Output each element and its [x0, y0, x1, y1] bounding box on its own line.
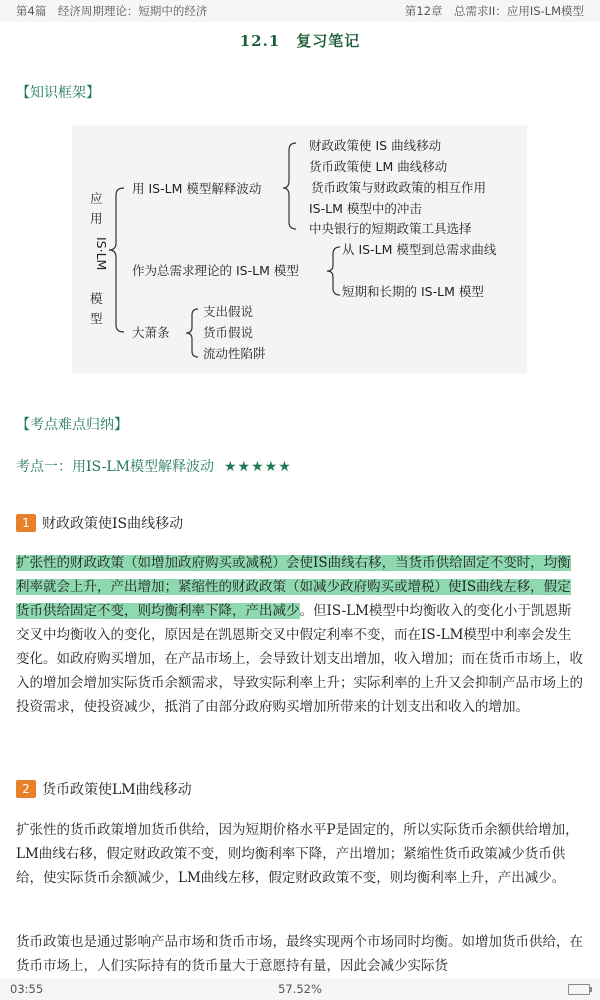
framework-tree — [72, 125, 527, 373]
paragraph-3: 货币政策也是通过影响产品市场和货币市场，最终实现两个市场同时均衡。如增加货币供给，在货币市场上，人们实际持有的货币量大于意愿持有量，因此会减少实际货 — [16, 934, 583, 974]
root-char: 模 — [90, 291, 103, 306]
reader-header — [0, 0, 600, 22]
sub-item: 货币政策与财政政策的相互作用 — [311, 180, 487, 195]
reader-footer — [0, 978, 600, 1000]
root-char: 应 — [90, 191, 103, 206]
rating-stars: ★★★★★ — [224, 459, 292, 475]
sub-item: 财政政策使 IS 曲线移动 — [309, 138, 442, 153]
sub-item: 支出假说 — [203, 304, 254, 319]
number-badge: 1 — [16, 514, 36, 532]
number-badge: 2 — [16, 780, 36, 798]
branch-label: 大萧条 — [132, 325, 170, 340]
part-title: 第4篇 经济周期理论：短期中的经济 — [16, 4, 208, 18]
subheading-text: 财政政策使IS曲线移动 — [42, 516, 184, 532]
sub-item: 从 IS-LM 模型到总需求曲线 — [342, 242, 497, 257]
keypoint-label: 考点一：用IS-LM模型解释波动 — [16, 459, 214, 475]
sub-item: 短期和长期的 IS-LM 模型 — [342, 284, 484, 299]
highlighted-text[interactable]: 扩张性的财政政策（如增加政府购买或减税）会使IS曲线右移，当货币供给固定不变时，均衡利率就会上升，产出增加；紧缩性的财政政策（如减少政府购买或增税）使IS曲线左移，假定货币供给固定不变，则均衡利率下降，产出减少 — [16, 555, 571, 619]
chapter-title: 第12章 总需求II：应用IS-LM模型 — [404, 4, 584, 18]
subheading-2 — [16, 779, 192, 799]
section-heading-framework: 【知识框架】 — [16, 85, 100, 101]
battery-icon — [568, 984, 590, 995]
subheading-1 — [16, 513, 183, 533]
root-char: 用 — [90, 211, 103, 226]
knowledge-framework-diagram — [72, 125, 527, 373]
bracket-1 — [283, 143, 296, 229]
root-char: IS·LM — [94, 237, 109, 271]
section-heading-keypoints: 【考点难点归纳】 — [16, 417, 128, 433]
bracket-3 — [186, 309, 198, 357]
sub-item: 货币政策使 LM 曲线移动 — [309, 159, 448, 174]
reading-progress: 57.52% — [278, 982, 322, 996]
paragraph-1 — [16, 551, 584, 719]
root-char: 型 — [90, 311, 103, 326]
sub-item: IS-LM 模型中的冲击 — [309, 201, 422, 216]
sub-item: 中央银行的短期政策工具选择 — [309, 221, 472, 236]
sub-item: 流动性陷阱 — [203, 346, 266, 361]
sub-item: 货币假说 — [203, 325, 254, 340]
branch-label: 作为总需求理论的 IS-LM 模型 — [132, 263, 299, 278]
paragraph-2: 扩张性的货币政策增加货币供给，因为短期价格水平P是固定的，所以实际货币余额供给增加，LM曲线右移，假定财政政策不变，则均衡利率下降，产出增加；紧缩性货币政策减少货币供给，使实际货币余额减少，LM曲线左移，假定财政政策不变，则均衡利率上升，产出减少。 — [16, 822, 579, 886]
main-bracket — [109, 188, 124, 332]
bracket-2 — [327, 247, 340, 295]
branch-label: 用 IS-LM 模型解释波动 — [132, 181, 262, 196]
paragraph-text: 。但IS-LM模型中均衡收入的变化小于凯恩斯交叉中均衡收入的变化，原因是在凯恩斯交叉中假定利率不变，而在IS-LM模型中利率会发生变化。如政府购买增加，在产品市场上，会导致计划支出增加，收入增加；而在货币市场上，收入的增加会增加实际货币余额需求，导致实际利率上升；实际利率的上升又会抑制产品市场上的投资需求，使投资减少，抵消了由部分政府购买增加所带来的计划支出和收入的增加。 — [16, 603, 583, 715]
page-title: 12.1 复习笔记 — [239, 32, 361, 50]
subheading-text: 货币政策使LM曲线移动 — [42, 782, 192, 798]
clock: 03:55 — [10, 982, 44, 996]
keypoint-heading — [16, 456, 292, 476]
